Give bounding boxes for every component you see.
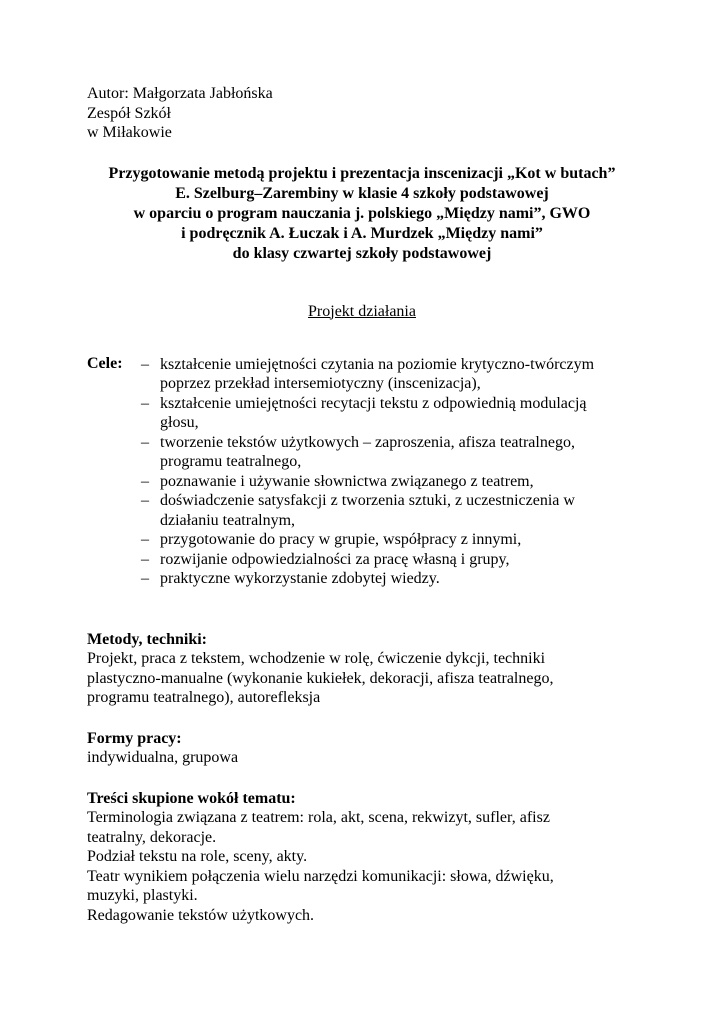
title-line-2: E. Szelburg–Zarembiny w klasie 4 szkoły podstawowej [175,184,549,202]
author-school: Zespół Szkół [87,104,171,122]
contents-line-1: Terminologia związana z teatrem: rola, akt, scena, rekwizyt, sufler, afisz [87,809,550,826]
methods-heading: Metody, techniki: [87,630,207,648]
list-item: – rozwijanie odpowiedzialności za pracę własną i grupy, [141,550,510,568]
dash-bullet: – [141,472,149,490]
contents-line-3: Podział tekstu na role, sceny, akty. [87,848,308,865]
document-page [87,84,647,925]
contents-section [87,789,647,926]
contents-line-2: teatralny, dekoracje. [87,828,217,846]
title-line-3: w oparciu o program nauczania j. polskiego „Między nami”, GWO [133,204,591,222]
contents-heading: Treści skupione wokół tematu: [87,789,296,807]
dash-bullet: – [141,394,149,412]
methods-line-2: plastyczno-manualne (wykonanie kukiełek, dekoracji, afisza teatralnego, [87,669,554,687]
contents-line-5: muzyki, plastyki. [87,887,198,904]
dash-bullet: – [141,433,149,451]
contents-line-4: Teatr wynikiem połączenia wielu narzędzi komunikacji: słowa, dźwięku, [87,867,554,885]
goals-list [87,355,647,589]
section-subtitle: Projekt działania [308,302,416,320]
goals-heading: Cele: [87,355,123,372]
forms-section [87,729,647,768]
dash-bullet: – [141,531,149,548]
author-block [87,84,647,143]
title-line-1: Przygotowanie metodą projektu i prezentacja inscenizacji „Kot w butach” [108,164,616,182]
list-item: – poznawanie i używanie słownictwa związanego z teatrem, [141,472,534,490]
dash-bullet: – [141,492,149,509]
forms-heading: Formy pracy: [87,729,182,747]
methods-line-3: programu teatralnego), autorefleksja [87,689,321,706]
author-name: Autor: Małgorzata Jabłońska [87,85,273,102]
contents-line-6: Redagowanie tekstów użytkowych. [87,906,315,924]
methods-line-1: Projekt, praca z tekstem, wchodzenie w rolę, ćwiczenie dykcji, techniki [87,650,546,667]
dash-bullet: – [141,355,149,373]
title-line-5: do klasy czwartej szkoły podstawowej [232,244,492,262]
forms-text: indywidualna, grupowa [87,749,239,766]
list-item: – doświadczenie satysfakcji z tworzenia sztuki, z uczestniczenia w działaniu teatralnym, [141,492,575,529]
methods-section [87,630,647,708]
dash-bullet: – [141,550,149,568]
document-title [87,164,637,264]
list-item: – praktyczne wykorzystanie zdobytej wiedzy. [141,570,440,587]
list-item: – kształcenie umiejętności czytania na poziomie krytyczno-twórczym poprzez przekład intersemiotyczny (inscenizacja), [141,355,595,392]
list-item: – tworzenie tekstów użytkowych – zaproszenia, afisza teatralnego, programu teatralnego, [141,433,575,470]
author-town: w Miłakowie [87,124,172,141]
title-line-4: i podręcznik A. Łuczak i A. Murdzek „Między nami” [181,224,543,242]
list-item: – kształcenie umiejętności recytacji tekstu z odpowiednią modulacją głosu, [141,394,587,431]
dash-bullet: – [141,570,149,587]
list-item: – przygotowanie do pracy w grupie, współpracy z innymi, [141,531,522,548]
